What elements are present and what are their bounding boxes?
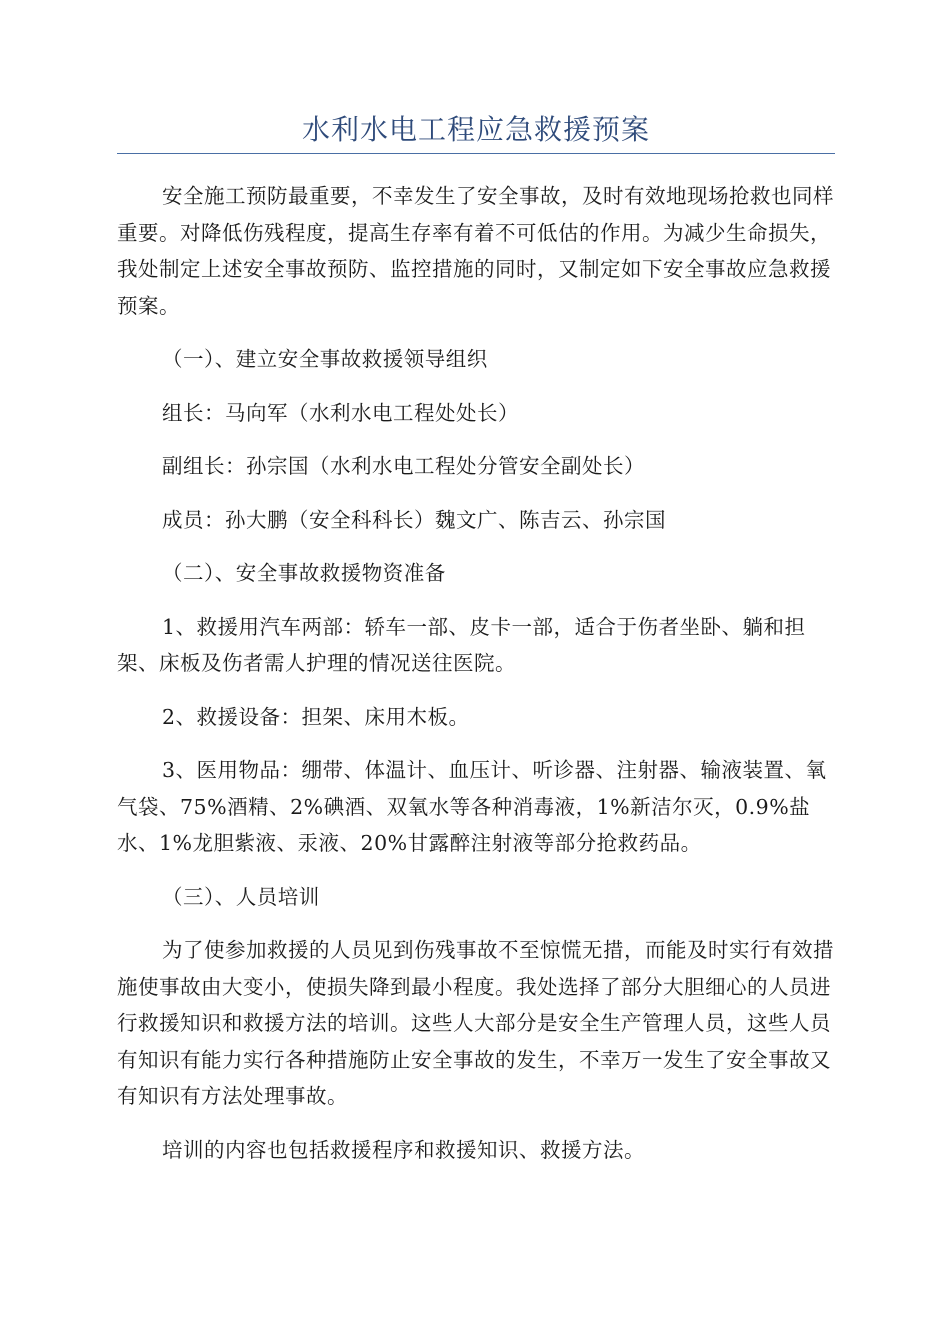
- paragraph-intro: 安全施工预防最重要，不幸发生了安全事故，及时有效地现场抢救也同样重要。对降低伤残程度，提高生存率有着不可低估的作用。为减少生命损失，我处制定上述安全事故预防、监控措施的同时，又制定如下安全事故应急救援预案。: [117, 184, 834, 318]
- paragraph-members: 成员：孙大鹏（安全科科长）魏文广、陈吉云、孙宗国: [162, 507, 666, 532]
- document-body: [117, 178, 835, 1185]
- paragraph-deputy-leader: 副组长：孙宗国（水利水电工程处分管安全副处长）: [162, 454, 645, 478]
- paragraph-training-content: 培训的内容也包括救援程序和救援知识、救援方法。: [162, 1137, 645, 1162]
- paragraph-equipment: 2、救援设备：担架、床用木板。: [162, 704, 470, 729]
- title-underline: [117, 153, 835, 154]
- document-title: 水利水电工程应急救援预案: [301, 113, 650, 146]
- section-heading-1: （一）、建立安全事故救援领导组织: [162, 347, 488, 371]
- paragraph-medical-supplies: 3、医用物品：绷带、体温计、血压计、听诊器、注射器、输液装置、氧气袋、75%酒精、2%碘酒、双氧水等各种消毒液，1%新洁尔灭，0.9%盐水、1%龙胆紫液、汞液、20%甘露醉注射液等部分抢救药品。: [117, 758, 827, 855]
- section-heading-3: （三）、人员培训: [162, 884, 320, 909]
- paragraph-vehicles: 1、救援用汽车两部：轿车一部、皮卡一部，适合于伤者坐卧、躺和担架、床板及伤者需人护理的情况送往医院。: [117, 614, 806, 675]
- paragraph-training: 为了使参加救援的人员见到伤残事故不至惊慌无措，而能及时实行有效措施使事故由大变小，使损失降到最小程度。我处选择了部分大胆细心的人员进行救援知识和救援方法的培训。这些人大部分是安全生产管理人员，这些人员有知识有能力实行各种措施防止安全事故的发生，不幸万一发生了安全事故又有知识有方法处理事故。: [117, 938, 834, 1108]
- paragraph-leader: 组长：马向军（水利水电工程处处长）: [162, 400, 519, 425]
- section-heading-2: （二）、安全事故救援物资准备: [162, 561, 446, 585]
